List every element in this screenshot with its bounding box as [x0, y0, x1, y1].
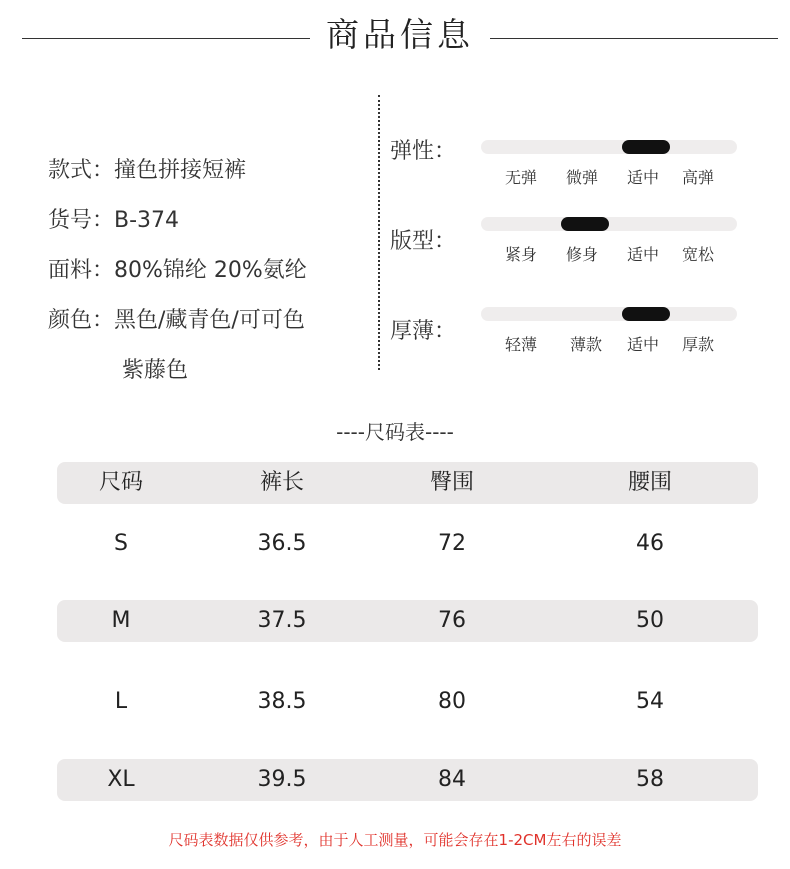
info-row-style	[48, 156, 246, 186]
table-cell: XL	[107, 767, 135, 792]
attr-option: 适中	[627, 245, 660, 264]
table-row	[57, 681, 758, 723]
attr-label: 版型：	[390, 229, 457, 254]
size-chart-title: ----尺码表----	[336, 420, 454, 444]
attr-track	[481, 307, 737, 321]
info-row-item-number	[48, 206, 179, 236]
table-cell: L	[114, 689, 128, 714]
info-label: 款式：	[48, 158, 115, 183]
info-value: 黑色/藏青色/可可色	[114, 308, 305, 333]
table-cell: 54	[636, 689, 664, 714]
attr-fit	[390, 214, 750, 274]
table-row	[57, 759, 758, 801]
attr-option: 微弹	[566, 168, 599, 187]
table-cell: M	[111, 608, 131, 633]
table-header-row	[57, 462, 758, 504]
attr-option: 适中	[627, 335, 660, 354]
title-divider-left	[22, 38, 310, 39]
table-cell: 46	[636, 531, 664, 556]
info-row-fabric	[48, 256, 307, 286]
page-title: 商品信息	[326, 15, 474, 54]
table-row	[57, 600, 758, 642]
attr-option: 适中	[627, 168, 660, 187]
table-cell: 76	[438, 608, 466, 633]
table-cell: 39.5	[257, 767, 307, 792]
attr-thickness	[390, 304, 750, 364]
attr-indicator	[622, 307, 670, 321]
table-cell: 80	[438, 689, 466, 714]
title-divider-right	[490, 38, 778, 39]
table-cell: 72	[438, 531, 466, 556]
attr-option: 宽松	[682, 245, 715, 264]
vertical-divider	[378, 95, 380, 370]
table-cell: S	[114, 531, 128, 556]
table-header-cell: 尺码	[98, 470, 143, 495]
table-header-cell: 裤长	[259, 470, 304, 495]
table-cell: 37.5	[257, 608, 307, 633]
attr-label: 厚薄：	[390, 319, 457, 344]
table-header-cell: 腰围	[627, 470, 672, 495]
info-row-color	[48, 306, 305, 336]
attr-option: 高弹	[682, 168, 715, 187]
attr-option: 轻薄	[505, 335, 538, 354]
attr-label: 弹性：	[390, 139, 457, 164]
table-cell: 38.5	[257, 689, 307, 714]
info-label: 颜色：	[48, 308, 115, 333]
attr-indicator	[561, 217, 609, 231]
info-label: 货号：	[48, 208, 115, 233]
info-value: 80%锦纶 20%氨纶	[114, 258, 307, 283]
table-cell: 36.5	[257, 531, 307, 556]
info-label: 面料：	[48, 258, 115, 283]
attr-elasticity	[390, 137, 750, 197]
attr-option: 厚款	[682, 335, 715, 354]
attr-track	[481, 140, 737, 154]
attr-track	[481, 217, 737, 231]
measurement-disclaimer: 尺码表数据仅供参考，由于人工测量，可能会存在1-2CM左右的误差	[168, 831, 622, 849]
title-row	[0, 12, 790, 62]
attr-indicator	[622, 140, 670, 154]
attr-option: 修身	[566, 245, 599, 264]
info-row-color-cont	[122, 356, 188, 386]
info-value: 撞色拼接短裤	[114, 158, 247, 183]
attr-option: 紧身	[505, 245, 538, 264]
table-cell: 84	[438, 767, 466, 792]
info-value: 紫藤色	[122, 358, 189, 383]
info-value: B-374	[114, 208, 180, 233]
table-header-cell: 臀围	[429, 470, 474, 495]
table-cell: 50	[636, 608, 664, 633]
attr-option: 薄款	[570, 335, 603, 354]
attr-option: 无弹	[505, 168, 538, 187]
table-cell: 58	[636, 767, 664, 792]
table-row	[57, 523, 758, 565]
